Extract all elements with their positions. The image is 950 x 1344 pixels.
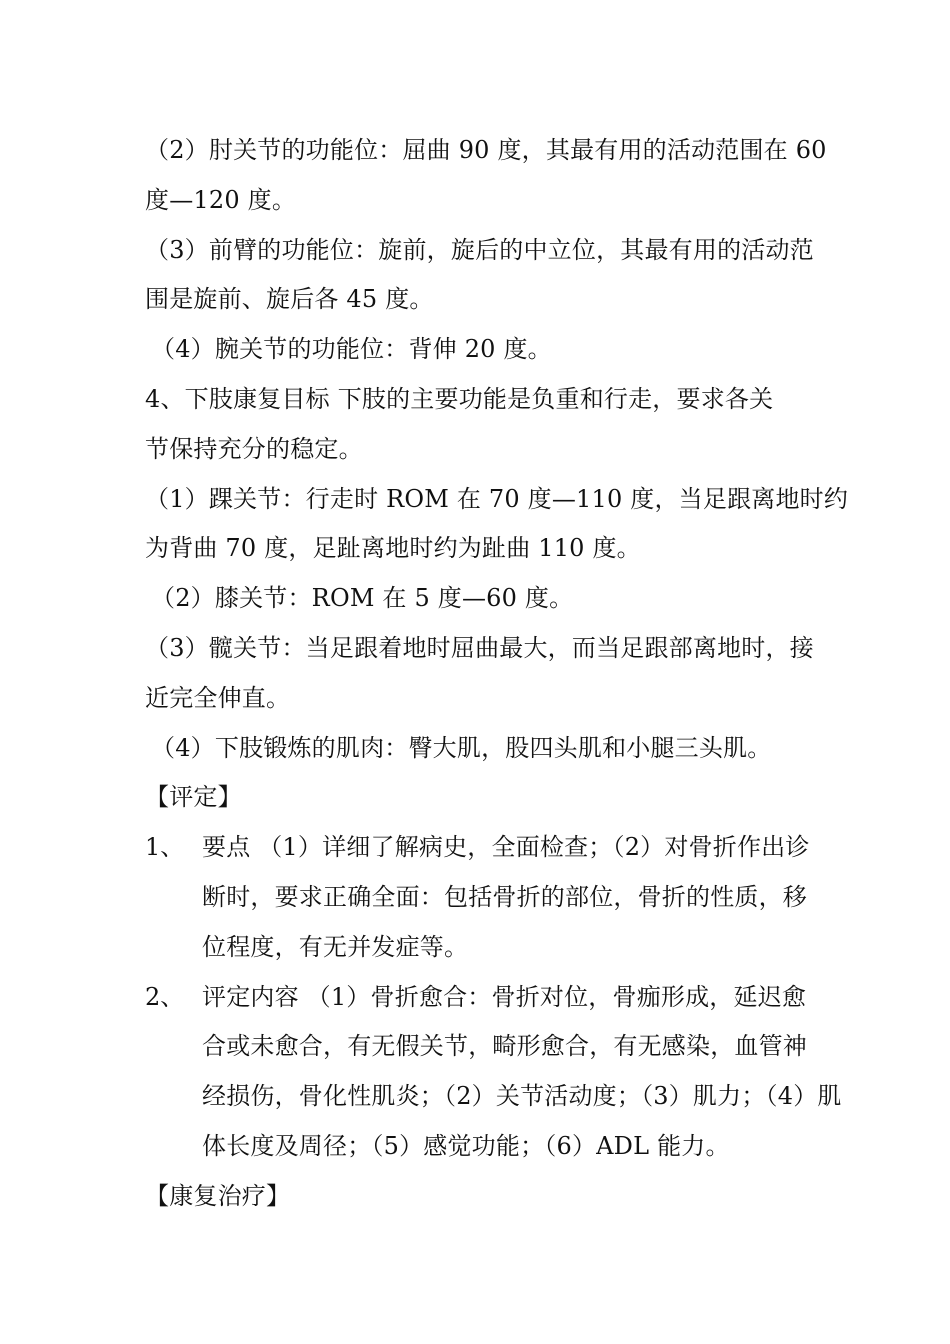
section-heading-assessment: 【评定】: [145, 783, 242, 812]
text-line: 围是旋前、旋后各 45 度。: [145, 285, 434, 314]
text-line: 为背曲 70 度，足趾离地时约为趾曲 110 度。: [145, 534, 641, 563]
text-line: 体长度及周径；（5）感觉功能；（6）ADL 能力。: [202, 1131, 730, 1160]
text-line: 要点 （1）详细了解病史，全面检查；（2）对骨折作出诊: [202, 833, 810, 862]
item-body: [202, 823, 810, 972]
numbered-item: [145, 823, 810, 972]
section-heading-lower-limb: 4、下肢康复目标 下肢的主要功能是负重和行走，要求各关: [145, 384, 774, 413]
section-heading-rehab-treatment: 【康复治疗】: [145, 1181, 291, 1210]
text-line: 经损伤，骨化性肌炎；（2）关节活动度；（3）肌力；（4）肌: [202, 1082, 842, 1111]
text-line: 节保持充分的稳定。: [145, 434, 363, 463]
text-line: （4）下肢锻炼的肌肉：臀大肌，股四头肌和小腿三头肌。: [151, 733, 772, 762]
text-line: （2）膝关节：ROM 在 5 度—60 度。: [151, 584, 574, 613]
text-line: （1）踝关节：行走时 ROM 在 70 度—110 度，当足跟离地时约: [145, 484, 849, 513]
text-line: 合或未愈合，有无假关节，畸形愈合，有无感染，血管神: [202, 1032, 807, 1061]
numbered-item: [145, 973, 842, 1172]
text-line: 断时，要求正确全面：包括骨折的部位，骨折的性质，移: [202, 882, 807, 911]
text-line: 近完全伸直。: [145, 683, 291, 712]
item-number: 1、: [145, 833, 185, 862]
text-line: 评定内容 （1）骨折愈合：骨折对位，骨痂形成，延迟愈: [202, 982, 807, 1011]
text-line: （2）肘关节的功能位：屈曲 90 度，其最有用的活动范围在 60: [145, 136, 827, 164]
text-line: （3）前臂的功能位：旋前，旋后的中立位，其最有用的活动范: [145, 235, 814, 264]
text-line: 位程度，有无并发症等。: [202, 932, 469, 961]
item-number: 2、: [145, 982, 185, 1011]
text-line: （3）髋关节：当足跟着地时屈曲最大，而当足跟部离地时，接: [145, 633, 814, 662]
document-body: [145, 126, 849, 1222]
item-body: [202, 973, 842, 1172]
text-line: （4）腕关节的功能位：背伸 20 度。: [151, 335, 552, 364]
text-line: 度—120 度。: [145, 185, 297, 214]
